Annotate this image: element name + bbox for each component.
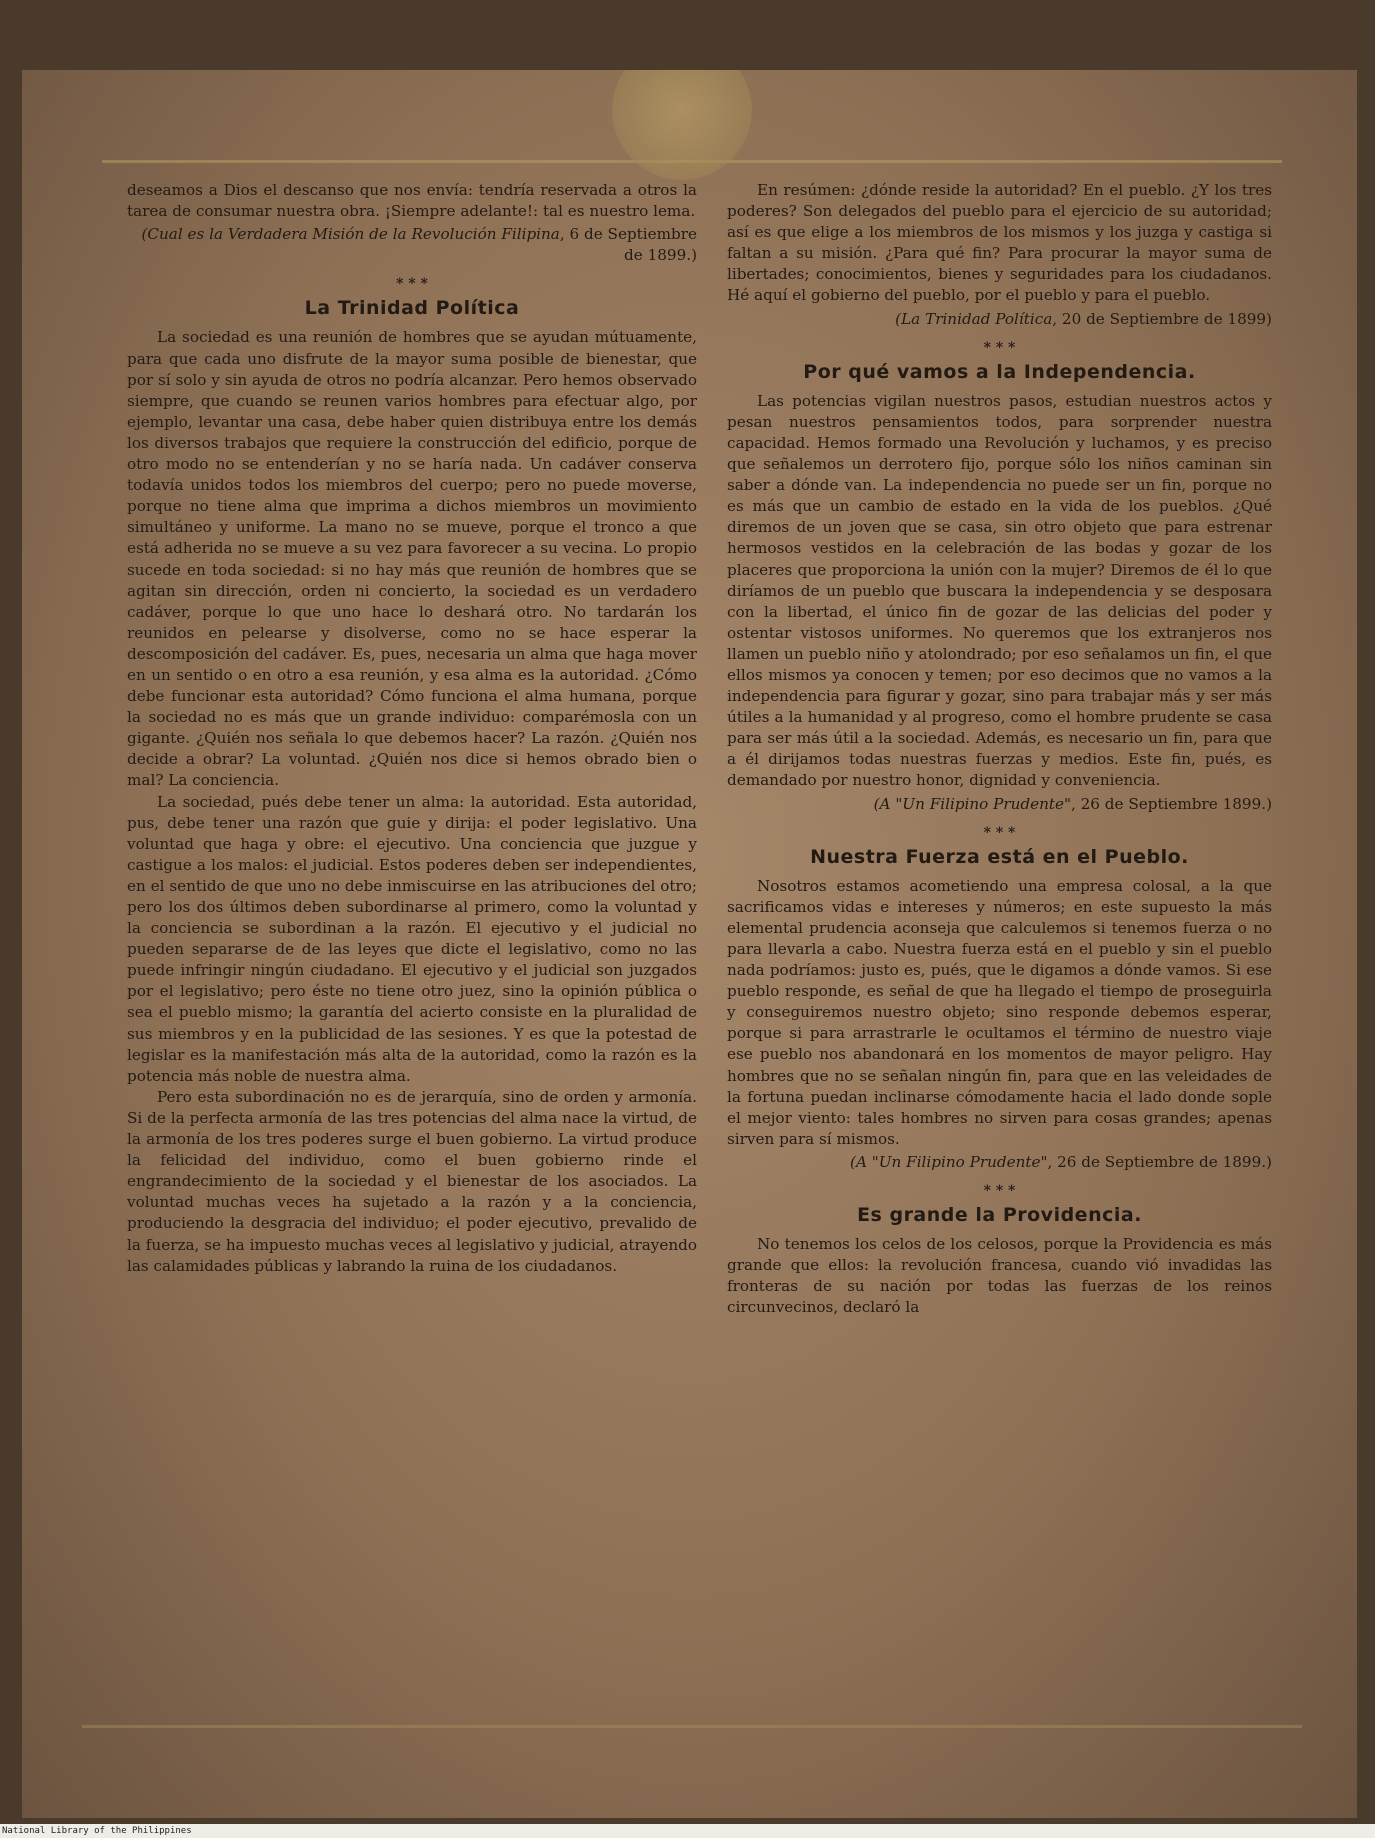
right-intro-paragraph: En resúmen: ¿dónde reside la autoridad? En el pueblo. ¿Y los tres poderes? Son delegados del pueblo para el ejercicio de su autoridad; así es que elige a los miembros de los mismos y los juzga y castiga si faltan a su misión. ¿Para qué fin? Para procurar la mayor suma de libertades; conocimientos, bienes y seguridades para los ciudadanos. Hé aquí el gobierno del pueblo, por el pueblo y para el pueblo. [727, 181, 1272, 305]
library-footer: National Library of the Philippines [0, 1824, 1375, 1838]
left-intro-cite-date: , 6 de Septiembre de 1899.) [559, 225, 697, 265]
fuerza-cite-date: , 26 de Septiembre de 1899.) [1047, 1152, 1272, 1171]
section-separator-stars: * * * [983, 824, 1016, 841]
independencia-citation [727, 794, 1272, 815]
trinidad-paragraph-2: La sociedad, pués debe tener un alma: la autoridad. Esta autoridad, pus, debe tener una razón que guie y dirija: el poder legislativo. Una voluntad que haga y obre: el ejecutivo. Una conciencia que juzgue y castigue a los malos: el judicial. Estos poderes deben ser independientes, en el sentido de que uno no debe inmiscuirse en las atribuciones del otro; pero los dos últimos deben subordinarse al primero, como la voluntad y la conciencia se subordinan a la razón. El ejecutivo y el judicial no pueden separarse de de las leyes que dicte el legislativo, como no las puede infringir ningún ciudadano. El ejecutivo y el judicial son juzgados por el legislativo; pero éste no tiene otro juez, sino la opinión pública o sea el pueblo mismo; la garantía del acierto consiste en la pluralidad de sus miembros y en la publicidad de las sesiones. Y es que la potestad de legislar es la manifestación más alta de la autoridad, como la razón es la potencia más noble de nuestra alma. [127, 792, 697, 1085]
left-intro-citation [127, 224, 697, 266]
left-intro-cite-title: (Cual es la Verdadera Misión de la Revolución Filipina [141, 225, 560, 244]
trinidad-paragraph-3: Pero esta subordinación no es de jerarquía, sino de orden y armonía. Si de la perfecta armonía de las tres potencias del alma nace la virtud, de la armonía de los tres poderes surge el buen gobierno. La virtud produce la felicidad del individuo, como el buen gobierno rinde el engrandecimiento de la sociedad y el bienestar de los asociados. La voluntad muchas veces ha sujetado a la razón y a la conciencia, produciendo la desgracia del individuo; el poder ejecutivo, prevalido de la fuerza, se ha impuesto muchas veces al legislativo y judicial, atrayendo las calamidades públicas y labrando la ruina de los ciudadanos. [127, 1087, 697, 1275]
right-intro-cite-date: , 20 de Septiembre de 1899) [1052, 309, 1272, 328]
independencia-cite-date: , 26 de Septiembre 1899.) [1070, 794, 1272, 813]
section-title-trinidad: La Trinidad Política [304, 297, 520, 320]
bottom-ornament-border [82, 1725, 1302, 1798]
top-medallion-ornament [612, 70, 752, 180]
section-separator-stars: * * * [396, 276, 428, 293]
section-separator-stars: * * * [983, 339, 1016, 356]
fuerza-citation [727, 1152, 1272, 1173]
section-title-providencia: Es grande la Providencia. [857, 1204, 1142, 1227]
fuerza-paragraph: Nosotros estamos acometiendo una empresa colosal, a la que sacrificamos vidas e intereses y números; en este supuesto la más elemental prudencia aconseja que calculemos si tenemos fuerza o no para llevarla a cabo. Nuestra fuerza está en el pueblo y sin el pueblo nada podríamos: justo es, pués, que le digamos a dónde vamos. Si ese pueblo responde, es señal de que ha llegado el tiempo de proseguirla y conseguiremos nuestro objeto; sino responde debemos esperar, porque si para arrastrarle le ocultamos el término de nuestro viaje ese pueblo nos abandonará en los momentos de mayor peligro. Hay hombres que no se señalan ningún fin, para que en las veleidades de la fortuna puedan inclinarse cómodamente hacia el lado donde sople el mejor viento: tales hombres no sirven para cosas grandes; apenas sirven para sí mismos. [727, 876, 1272, 1148]
fuerza-cite-title: (A "Un Filipino Prudente" [850, 1152, 1048, 1171]
independencia-paragraph: Las potencias vigilan nuestros pasos, estudian nuestros actos y pesan nuestros pensamientos todos, para sorprender nuestra capacidad. Hemos formado una Revolución y luchamos, y es preciso que señalemos un derrotero fijo, porque sólo los niños caminan sin saber a dónde van. La independencia no puede ser un fin, porque no es más que un cambio de estado en la vida de los pueblos. ¿Qué diremos de un joven que se casa, sin otro objeto que para estrenar hermosos vestidos en la celebración de las bodas y gozar de los placeres que proporciona la unión con la mujer? Diremos de él lo que diríamos de un pueblo que buscara la independencia y se desposara con la libertad, el único fin de gozar de las delicias del poder y ostentar vistosos uniformes. No queremos que los extranjeros nos llamen un pueblo niño y atolondrado; por eso señalamos un fin, el que ellos mismos ya conocen y temen; por eso decimos que no vamos a la independencia para figurar y gozar, sino para trabajar más y ser más útiles a la humanidad y al progreso, como el hombre prudente se casa para ser más útil a la sociedad. Además, es necesario un fin, para que a él dirijamos todas nuestras fuerzas y medios. Este fin, pués, es demandado por nuestro honor, dignidad y conveniencia. [727, 391, 1272, 790]
right-intro-cite-title: (La Trinidad Política [895, 309, 1053, 328]
right-column [727, 180, 1272, 1319]
newspaper-page [22, 70, 1357, 1818]
left-column [127, 180, 697, 1277]
section-separator-stars: * * * [983, 1183, 1016, 1200]
trinidad-paragraph-1: La sociedad es una reunión de hombres que se ayudan mútuamente, para que cada uno disfrute de la mayor suma posible de bienestar, que por sí solo y sin ayuda de otros no podría alcanzar. Pero hemos observado siempre, que cuando se reunen varios hombres para efectuar algo, por ejemplo, levantar una casa, debe haber quien distribuya entre los demás los diversos trabajos que requiere la construcción del edificio, porque de otro modo no se entenderían y no se haría nada. Un cadáver conserva todavía unidos todos los miembros del cuerpo; pero no puede moverse, porque no tiene alma que imprima a dichos miembros un movimiento simultáneo y uniforme. La mano no se mueve, porque el tronco a que está adherida no se mueve a su vez para favorecer a su vecina. Lo propio sucede en toda sociedad: si no hay más que reunión de hombres que se agitan sin dirección, orden ni concierto, la sociedad es un verdadero cadáver, porque lo que uno hace lo deshará otro. No tardarán los reunidos en pelearse y disolverse, como no se hace esperar la descomposición del cadáver. Es, pues, necesaria un alma que haga mover en un sentido o en otro a esa reunión, y esa alma es la autoridad. ¿Cómo debe funcionar esta autoridad? Cómo funciona el alma humana, porque la sociedad no es más que un grande individuo: comparémosla con un gigante. ¿Quién nos señala lo que debemos hacer? La razón. ¿Quién nos decide a obrar? La voluntad. ¿Quién nos dice si hemos obrado bien o mal? La conciencia. [127, 328, 697, 790]
independencia-cite-title: (A "Un Filipino Prudente" [873, 794, 1071, 813]
providencia-paragraph: No tenemos los celos de los celosos, porque la Providencia es más grande que ellos: la revolución francesa, cuando vió invadidas las fronteras de su nación por todas las fuerzas de los reinos circunvecinos, declaró la [727, 1235, 1272, 1317]
section-title-fuerza: Nuestra Fuerza está en el Pueblo. [810, 845, 1189, 868]
right-intro-citation [727, 309, 1272, 330]
section-title-independencia: Por qué vamos a la Independencia. [803, 360, 1196, 383]
left-intro-paragraph: deseamos a Dios el descanso que nos envía: tendría reservada a otros la tarea de consumar nuestra obra. ¡Siempre adelante!: tal es nuestro lema. [127, 181, 697, 221]
